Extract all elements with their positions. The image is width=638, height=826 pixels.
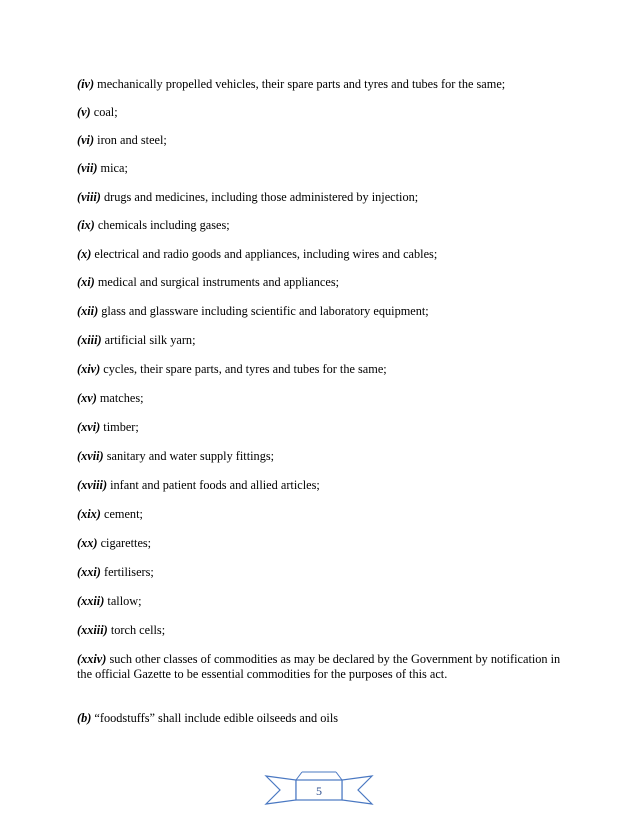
clause-xi: (xi) medical and surgical instruments and appliances; <box>77 275 340 289</box>
clause-xxii: (xxii) tallow; <box>77 594 142 608</box>
clause-xxiii: (xxiii) torch cells; <box>77 623 166 637</box>
clause-ix: (ix) chemicals including gases; <box>77 218 230 232</box>
clause-xviii: (xviii) infant and patient foods and allied articles; <box>77 478 320 492</box>
page-number: 5 <box>316 784 322 798</box>
clause-vii: (vii) mica; <box>77 161 128 175</box>
clause-vi: (vi) iron and steel; <box>77 133 167 147</box>
clause-iv: (iv) mechanically propelled vehicles, their spare parts and tyres and tubes for the same; <box>77 77 506 91</box>
clause-x: (x) electrical and radio goods and appliances, including wires and cables; <box>77 247 438 261</box>
clause-xiii: (xiii) artificial silk yarn; <box>77 333 196 347</box>
clause-xvii: (xvii) sanitary and water supply fittings; <box>77 449 275 463</box>
clause-xix: (xix) cement; <box>77 507 143 521</box>
clause-v: (v) coal; <box>77 105 118 119</box>
clause-xii: (xii) glass and glassware including scientific and laboratory equipment; <box>77 304 429 318</box>
clause-xv: (xv) matches; <box>77 391 144 405</box>
clause-viii: (viii) drugs and medicines, including those administered by injection; <box>77 190 419 204</box>
clause-xxiv: (xxiv) such other classes of commodities as may be declared by the Government by notification in the official Gazette to be essential commodities for the purposes of this act. <box>77 652 561 681</box>
clause-xx: (xx) cigarettes; <box>77 536 152 550</box>
clause-xiv: (xiv) cycles, their spare parts, and tyres and tubes for the same; <box>77 362 387 376</box>
clause-xvi: (xvi) timber; <box>77 420 139 434</box>
clause-b: (b) “foodstuffs” shall include edible oilseeds and oils <box>77 711 339 725</box>
clause-xxi: (xxi) fertilisers; <box>77 565 154 579</box>
